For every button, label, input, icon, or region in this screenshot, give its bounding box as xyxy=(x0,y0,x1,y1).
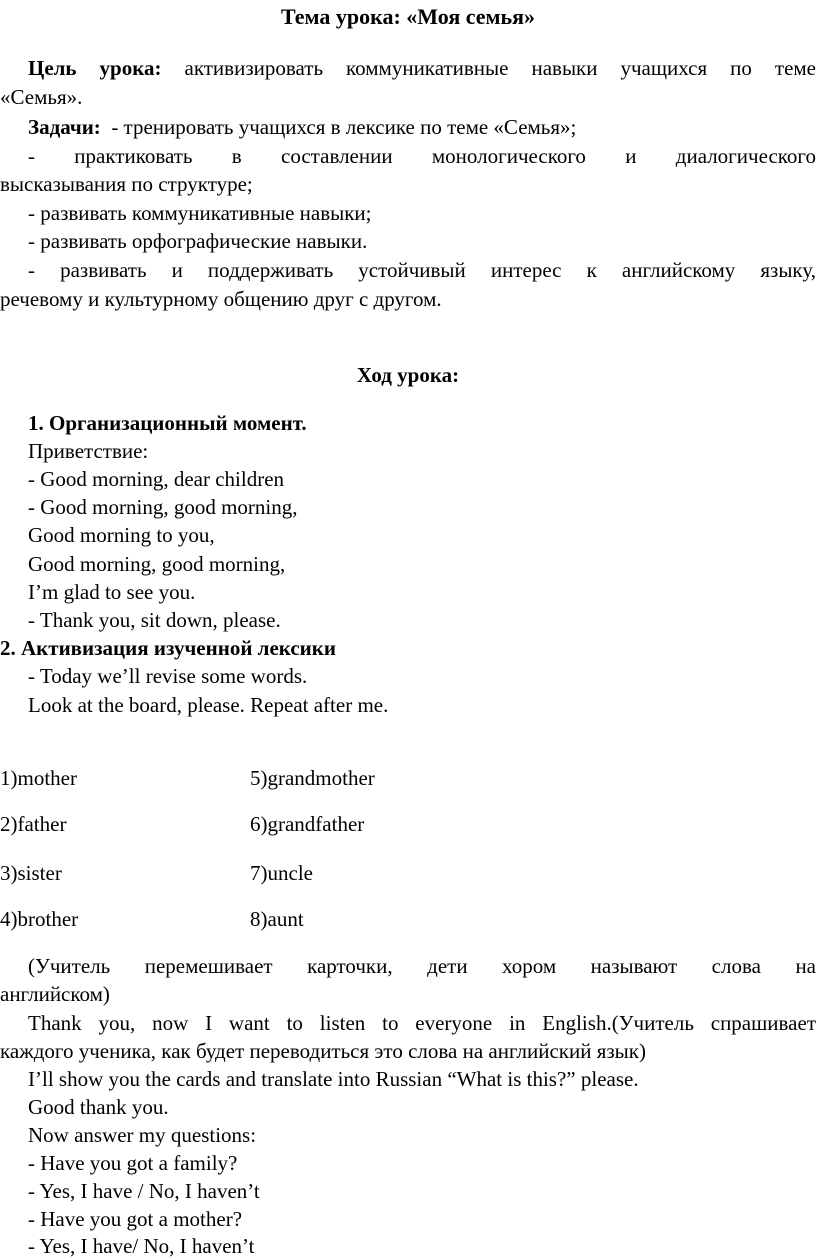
task-4: - развивать орфографические навыки. xyxy=(28,229,368,253)
dialog-line: I’ll show you the cards and translate into Russian “What is this?” please. xyxy=(28,1067,639,1091)
step1-line: - Thank you, sit down, please. xyxy=(28,608,281,632)
paragraph-line: каждого ученика, как будет переводиться это слова на английский язык) xyxy=(0,1039,646,1063)
task-3: - развивать коммуникативные навыки; xyxy=(28,201,372,225)
step2-heading: 2. Активизация изученной лексики xyxy=(0,636,336,660)
task-2b: высказывания по структуре; xyxy=(0,172,253,196)
task-5a: - развивать и поддерживать устойчивый интерес к английскому языку, xyxy=(28,258,816,282)
step1-line: - Good morning, good morning, xyxy=(28,495,298,519)
goal-text-2: «Семья». xyxy=(0,85,83,109)
goal-text-1: активизировать коммуникативные навыки учащихся по теме xyxy=(184,56,816,80)
vocab-word: 6)grandfather xyxy=(250,812,365,836)
dialog-line: - Yes, I have / No, I haven’t xyxy=(28,1179,260,1203)
goal-label: Цель урока: xyxy=(28,56,162,80)
paragraph-line: английском) xyxy=(0,982,110,1006)
paragraph-line: (Учитель перемешивает карточки, дети хором называют слова на xyxy=(28,954,816,978)
task-1: - тренировать учащихся в лексике по теме «Семья»; xyxy=(111,115,577,139)
vocab-word: 2)father xyxy=(0,812,67,836)
vocab-word: 8)aunt xyxy=(250,907,304,931)
dialog-line: Now answer my questions: xyxy=(28,1123,257,1147)
step1-line: I’m glad to see you. xyxy=(28,580,196,604)
step1-line: Приветствие: xyxy=(28,439,149,463)
vocab-word: 5)grandmother xyxy=(250,766,375,790)
step2-line: - Today we’ll revise some words. xyxy=(28,664,308,688)
lesson-progress-title: Ход урока: xyxy=(356,363,460,387)
step2-line: Look at the board, please. Repeat after me. xyxy=(28,693,389,717)
vocab-word: 3)sister xyxy=(0,861,62,885)
tasks-label: Задачи: xyxy=(28,115,101,139)
step1-line: Good morning to you, xyxy=(28,523,215,547)
dialog-line: - Have you got a family? xyxy=(28,1151,238,1175)
task-2a: - практиковать в составлении монологического и диалогического xyxy=(28,144,816,168)
tasks-line-1 xyxy=(28,114,576,141)
step1-line: Good morning, good morning, xyxy=(28,552,286,576)
vocab-word: 4)brother xyxy=(0,907,79,931)
vocab-word: 7)uncle xyxy=(250,861,313,885)
dialog-line: - Yes, I have/ No, I haven’t xyxy=(28,1234,255,1258)
dialog-line: - Have you got a mother? xyxy=(28,1207,243,1231)
step1-heading: 1. Организационный момент. xyxy=(28,411,307,435)
vocab-word: 1)mother xyxy=(0,766,77,790)
goal-line-1 xyxy=(28,55,816,82)
lesson-topic-title: Тема урока: «Моя семья» xyxy=(280,4,536,29)
dialog-line: Good thank you. xyxy=(28,1095,169,1119)
task-5b: речевому и культурному общению друг с другом. xyxy=(0,287,442,311)
paragraph-line: Thank you, now I want to listen to everyone in English.(Учитель спрашивает xyxy=(28,1011,816,1035)
step1-line: - Good morning, dear children xyxy=(28,467,285,491)
